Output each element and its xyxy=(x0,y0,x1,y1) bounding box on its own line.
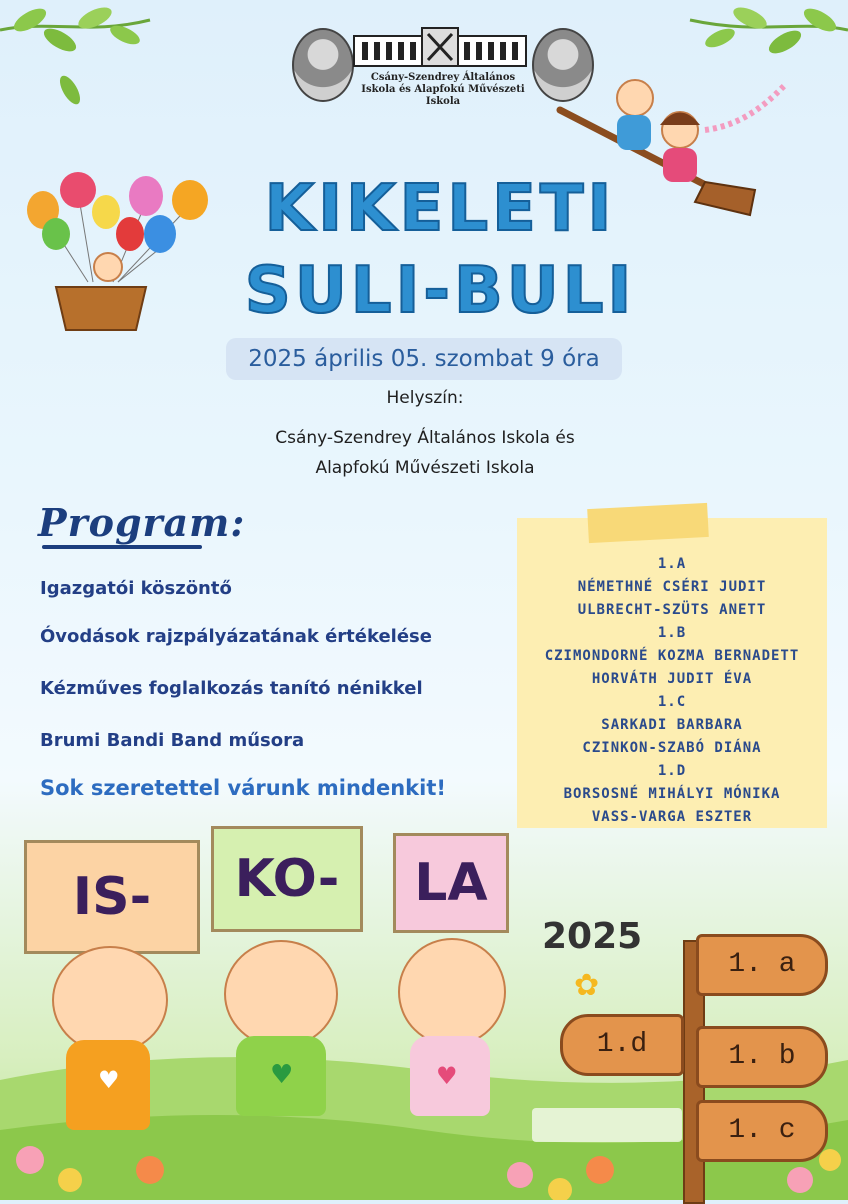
butterfly-icon: ✿ xyxy=(574,968,600,1003)
school-logo-text: Csány-Szendrey Általános Iskola és Alapfokú Művészeti Iskola xyxy=(361,72,525,107)
class-label: 1.A xyxy=(657,556,687,572)
portrait-left-icon xyxy=(292,28,354,102)
venue-line-2: Alapfokú Művészeti Iskola xyxy=(315,458,535,478)
event-date: 2025 április 05. szombat 9 óra xyxy=(226,338,622,380)
sign-1c: 1. c xyxy=(696,1100,828,1162)
kid-left-head xyxy=(52,946,168,1054)
class-label: 1.C xyxy=(657,694,687,710)
teacher-name: HORVÁTH JUDIT ÉVA xyxy=(591,671,753,687)
title-line-2: SULI-BULI xyxy=(244,254,636,328)
teacher-name: NÉMETHNÉ CSÉRI JUDIT xyxy=(577,579,767,595)
teacher-name: CZINKON-SZABÓ DIÁNA xyxy=(582,740,762,756)
sign-1d: 1.d xyxy=(560,1014,684,1076)
class-label: 1.B xyxy=(657,625,687,641)
sign-ko: KO- xyxy=(211,826,363,932)
school-building-icon xyxy=(352,26,528,68)
venue-name xyxy=(180,423,670,483)
program-item: Brumi Bandi Band műsora xyxy=(40,730,305,751)
school-logo xyxy=(292,20,592,106)
program-item: Óvodások rajzpályázatának értékelése xyxy=(40,626,432,647)
venue-label: Helyszín: xyxy=(386,388,464,408)
teacher-name: VASS-VARGA ESZTER xyxy=(591,809,753,825)
teacher-name: SARKADI BARBARA xyxy=(601,717,743,733)
teacher-name: BORSOSNÉ MIHÁLYI MÓNIKA xyxy=(563,786,781,802)
note-tape xyxy=(587,503,709,543)
title-line-1: KIKELETI xyxy=(264,172,616,246)
teacher-name: CZIMONDORNÉ KOZMA BERNADETT xyxy=(544,648,800,664)
program-underline xyxy=(42,545,202,549)
year-label: 2025 xyxy=(542,916,643,957)
heart-icon: ♥ xyxy=(270,1060,294,1090)
program-item: Igazgatói köszöntő xyxy=(40,578,232,599)
sign-1b: 1. b xyxy=(696,1026,828,1088)
leaf-branch-top-left xyxy=(0,0,160,120)
teacher-name: ULBRECHT-SZÜTS ANETT xyxy=(577,602,767,618)
kid-right-head xyxy=(398,938,506,1046)
closing-message: Sok szeretettel várunk mindenkit! xyxy=(40,776,446,800)
class-label: 1.D xyxy=(657,763,687,779)
program-item: Kézműves foglalkozás tanító nénikkel xyxy=(40,678,423,699)
sign-la: LA xyxy=(393,833,509,933)
sign-is: IS- xyxy=(24,840,200,954)
venue-line-1: Csány-Szendrey Általános Iskola és xyxy=(275,428,575,448)
kid-middle-head xyxy=(224,940,338,1048)
program-heading: Program: xyxy=(38,500,246,545)
sign-1a: 1. a xyxy=(696,934,828,996)
school-logo-small xyxy=(532,1108,682,1142)
heart-icon: ♥ xyxy=(436,1062,458,1090)
heart-icon: ♥ xyxy=(98,1066,120,1094)
